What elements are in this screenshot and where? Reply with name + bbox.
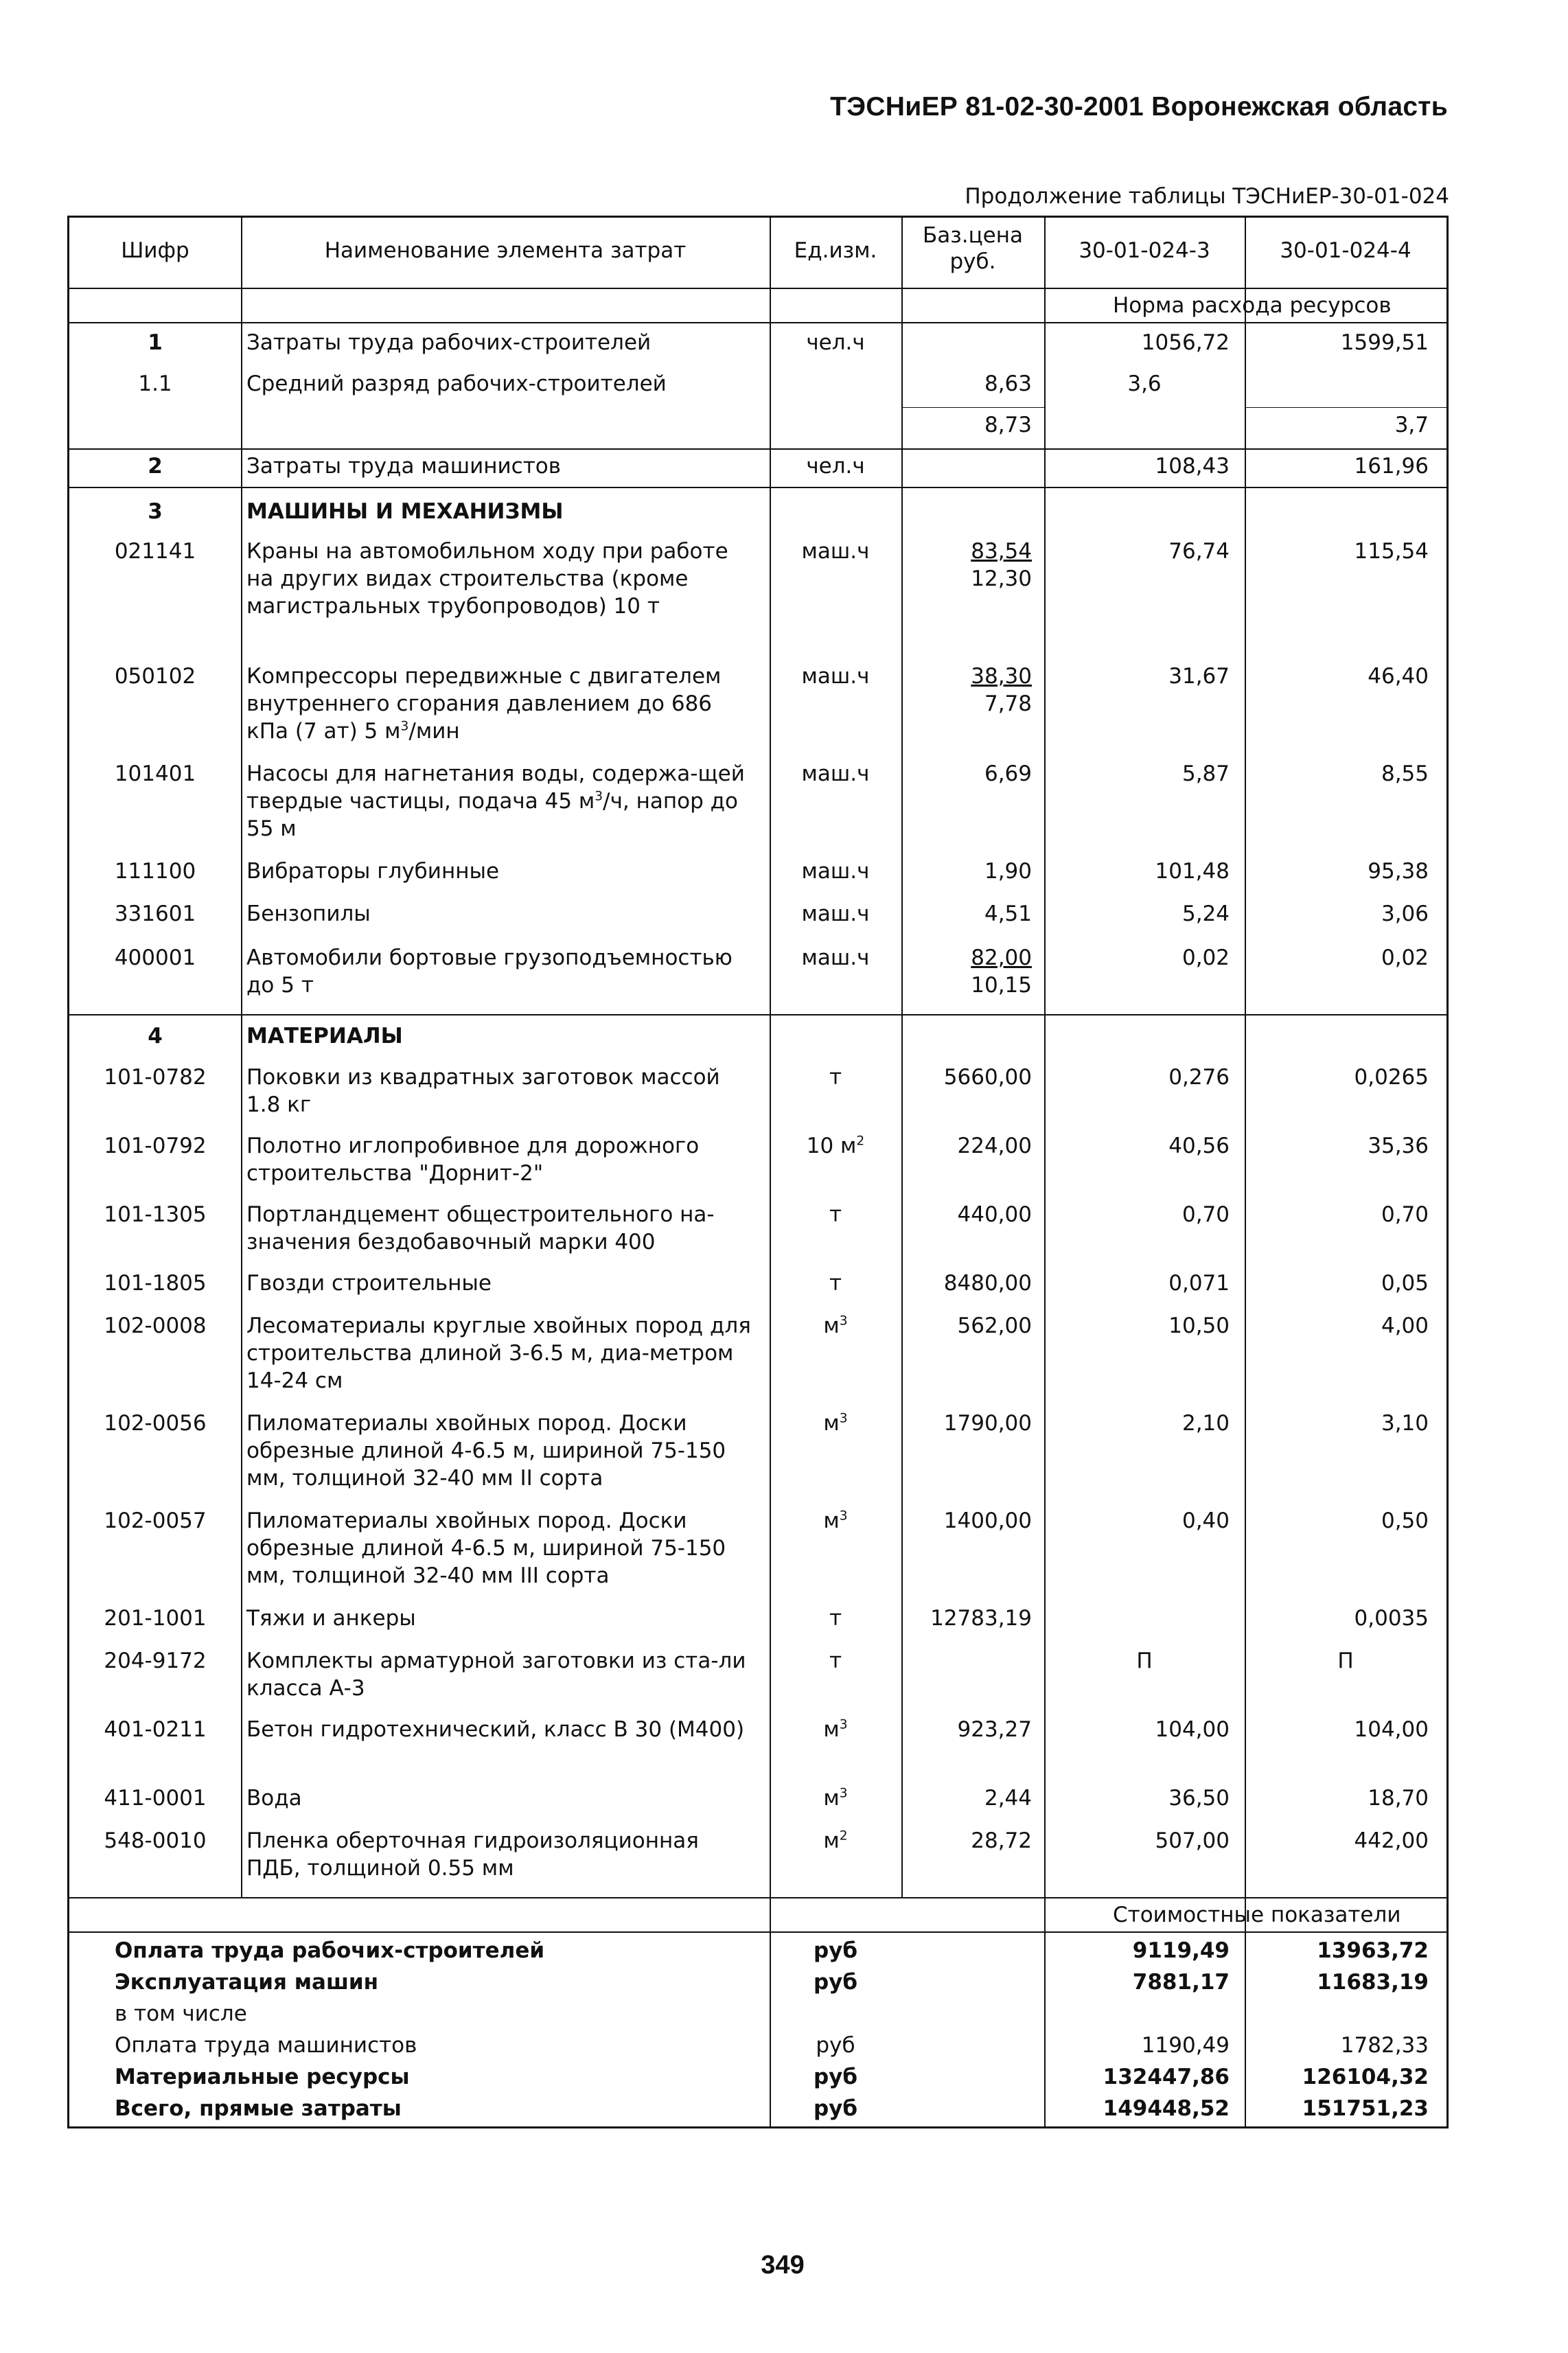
row-value-b: 0,0035 bbox=[1354, 1606, 1429, 1631]
row-code: 1 bbox=[148, 330, 163, 355]
row-value-a: 36,50 bbox=[1168, 1786, 1230, 1811]
row-unit: маш.ч bbox=[801, 539, 870, 564]
unit-text: м bbox=[823, 1411, 840, 1436]
row-value-b: 0,02 bbox=[1381, 945, 1429, 970]
row-unit: маш.ч bbox=[801, 902, 870, 926]
row-unit: т bbox=[829, 1202, 842, 1227]
row-divider bbox=[69, 1897, 1446, 1898]
page-number: 349 bbox=[761, 2251, 805, 2280]
row-value-b: 104,00 bbox=[1354, 1717, 1429, 1742]
row-value-b: 95,38 bbox=[1368, 859, 1429, 884]
column-divider bbox=[241, 218, 242, 1897]
row-price: 12783,19 bbox=[930, 1606, 1032, 1631]
totals-label: Всего, прямые затраты bbox=[115, 2096, 402, 2121]
row-unit: чел.ч bbox=[806, 330, 865, 355]
row-code: 204-9172 bbox=[104, 1649, 207, 1673]
column-divider bbox=[901, 218, 903, 1897]
row-value-a: 0,70 bbox=[1181, 1202, 1230, 1227]
row-price: 28,72 bbox=[971, 1828, 1032, 1853]
row-value-b: 18,70 bbox=[1368, 1786, 1429, 1811]
section-title-costs: Стоимостные показатели bbox=[1113, 1903, 1401, 1927]
resource-table bbox=[67, 216, 1449, 2128]
row-divider bbox=[1245, 407, 1446, 408]
row-code: 400001 bbox=[114, 945, 196, 970]
totals-label: в том числе bbox=[115, 2001, 247, 2026]
row-code: 101-1305 bbox=[104, 1202, 207, 1227]
row-unit: т bbox=[829, 1065, 842, 1090]
row-name: Пленка оберточная гидроизоляционная ПДБ, толщиной 0.55 мм bbox=[246, 1828, 699, 1881]
row-code: 102-0057 bbox=[104, 1508, 207, 1533]
unit-text: м bbox=[823, 1717, 840, 1742]
row-name: Пиломатериалы хвойных пород. Доски обрезные длиной 4-6.5 м, шириной 75-150 мм, толщиной 32-40 мм III сорта bbox=[246, 1508, 726, 1588]
row-price: 1790,00 bbox=[943, 1411, 1032, 1436]
row-divider bbox=[69, 288, 1446, 289]
row-name: Гвозди строительные bbox=[246, 1271, 492, 1296]
row-name: Пиломатериалы хвойных пород. Доски обрезные длиной 4-6.5 м, шириной 75-150 мм, толщиной 32-40 мм II сорта bbox=[246, 1411, 726, 1491]
row-price: 8,63 bbox=[984, 371, 1032, 396]
totals-unit: руб bbox=[813, 1970, 858, 1995]
totals-label: Оплата труда рабочих-строителей bbox=[115, 1938, 545, 1963]
row-value-b: 1599,51 bbox=[1340, 330, 1429, 355]
row-divider bbox=[69, 448, 1446, 450]
unit-superscript: 3 bbox=[839, 1508, 848, 1524]
totals-unit: руб bbox=[816, 2033, 855, 2058]
row-value-b: 442,00 bbox=[1354, 1828, 1429, 1853]
row-unit bbox=[770, 1312, 901, 1340]
unit-text: м bbox=[823, 1508, 840, 1533]
unit-superscript: 3 bbox=[839, 1313, 848, 1329]
row-price: 1400,00 bbox=[943, 1508, 1032, 1533]
row-name: Затраты труда рабочих-строителей bbox=[246, 330, 652, 355]
row-value-a: 0,276 bbox=[1168, 1065, 1230, 1090]
table-caption: Продолжение таблицы ТЭСНиЕР-30-01-024 bbox=[965, 184, 1449, 209]
row-unit: маш.ч bbox=[801, 664, 870, 689]
totals-value-b: 11683,19 bbox=[1317, 1970, 1429, 1995]
totals-unit: руб bbox=[813, 2065, 858, 2089]
row-price: 82,00 bbox=[971, 945, 1032, 970]
row-name-text: Компрессоры передвижные с двигателем внутреннего сгорания давлением до 686 кПа (7 ат) 5 м bbox=[246, 664, 722, 744]
row-unit bbox=[770, 1507, 901, 1535]
section-heading: МАТЕРИАЛЫ bbox=[246, 1024, 403, 1048]
totals-value-b: 151751,23 bbox=[1302, 2096, 1429, 2121]
row-divider bbox=[69, 322, 1446, 323]
row-value-a: 40,56 bbox=[1168, 1134, 1230, 1158]
row-code: 4 bbox=[148, 1024, 163, 1048]
unit-text: м bbox=[823, 1313, 840, 1338]
row-unit: т bbox=[829, 1649, 842, 1673]
totals-value-a: 149448,52 bbox=[1103, 2096, 1230, 2121]
column-header-variant-3: 30-01-024-3 bbox=[1079, 238, 1210, 263]
row-code: 201-1001 bbox=[104, 1606, 207, 1631]
unit-superscript: 3 bbox=[839, 1786, 848, 1801]
row-value-a: 5,87 bbox=[1181, 761, 1230, 786]
row-unit: чел.ч bbox=[806, 454, 865, 479]
row-code: 101-0792 bbox=[104, 1134, 207, 1158]
totals-unit: руб bbox=[813, 2096, 858, 2121]
totals-label: Оплата труда машинистов bbox=[115, 2033, 417, 2058]
document-header: ТЭСНиЕР 81-02-30-2001 Воронежская область bbox=[830, 92, 1448, 122]
row-code: 101-1805 bbox=[104, 1271, 207, 1296]
row-name: Затраты труда машинистов bbox=[246, 454, 562, 479]
column-header-price-unit: руб. bbox=[949, 249, 996, 274]
row-name: Бетон гидротехнический, класс В 30 (М400) bbox=[246, 1717, 745, 1742]
row-divider bbox=[69, 487, 1446, 488]
unit-superscript: 3 bbox=[839, 1411, 848, 1426]
row-code: 101401 bbox=[114, 761, 196, 786]
row-price-wage: 10,15 bbox=[971, 973, 1032, 998]
section-title-norms: Норма расхода ресурсов bbox=[1113, 293, 1392, 318]
row-price-wage: 12,30 bbox=[971, 566, 1032, 591]
row-unit: т bbox=[829, 1271, 842, 1296]
totals-unit: руб bbox=[813, 1938, 858, 1963]
row-code: 021141 bbox=[114, 539, 196, 564]
row-value-a: 108,43 bbox=[1155, 454, 1230, 479]
row-value-b: 8,55 bbox=[1381, 761, 1429, 786]
column-header-variant-4: 30-01-024-4 bbox=[1280, 238, 1411, 263]
row-value-a: 101,48 bbox=[1155, 859, 1230, 884]
row-price-wage: 7,78 bbox=[984, 691, 1032, 716]
row-unit: маш.ч bbox=[801, 761, 870, 786]
row-value-b: 46,40 bbox=[1368, 664, 1429, 689]
row-value-a: П bbox=[1136, 1649, 1153, 1673]
row-unit bbox=[770, 1784, 901, 1812]
row-price: 4,51 bbox=[984, 902, 1032, 926]
row-value-a: 3,6 bbox=[1127, 371, 1162, 396]
unit-superscript: 2 bbox=[856, 1134, 865, 1149]
row-value-a: 104,00 bbox=[1155, 1717, 1230, 1742]
row-value-a: 0,02 bbox=[1181, 945, 1230, 970]
row-value-a: 5,24 bbox=[1181, 902, 1230, 926]
row-price: 1,90 bbox=[984, 859, 1032, 884]
row-divider bbox=[69, 1014, 1446, 1015]
row-name-suffix: /мин bbox=[408, 719, 460, 744]
row-unit bbox=[770, 1410, 901, 1437]
row-code: 111100 bbox=[114, 859, 196, 884]
row-name: Автомобили бортовые грузоподъемностью до 5 т bbox=[246, 945, 733, 998]
totals-value-a: 9119,49 bbox=[1132, 1938, 1230, 1963]
row-price: 562,00 bbox=[957, 1313, 1032, 1338]
row-name: Вода bbox=[246, 1786, 302, 1811]
row-unit: маш.ч bbox=[801, 859, 870, 884]
totals-value-b: 1782,33 bbox=[1340, 2033, 1429, 2058]
unit-text: м bbox=[823, 1828, 840, 1853]
row-value-a: 507,00 bbox=[1155, 1828, 1230, 1853]
row-value-b: 3,10 bbox=[1381, 1411, 1429, 1436]
row-value-b: 0,05 bbox=[1381, 1271, 1429, 1296]
row-name: Вибраторы глубинные bbox=[246, 859, 500, 884]
row-name-suffix: /ч, напор до 55 м bbox=[246, 789, 739, 841]
row-value-a: 31,67 bbox=[1168, 664, 1230, 689]
row-name: Лесоматериалы круглые хвойных пород для строительства длиной 3-6.5 м, диа-метром 14-24 см bbox=[246, 1313, 751, 1393]
row-value-b: П bbox=[1337, 1649, 1354, 1673]
unit-superscript: 2 bbox=[839, 1828, 848, 1844]
column-header-name: Наименование элемента затрат bbox=[324, 238, 687, 263]
row-value-b: 3,7 bbox=[1394, 413, 1429, 437]
row-divider bbox=[901, 407, 1044, 408]
unit-superscript: 3 bbox=[839, 1717, 848, 1732]
row-unit bbox=[770, 1716, 901, 1743]
row-price: 6,69 bbox=[984, 761, 1032, 786]
row-code: 331601 bbox=[114, 902, 196, 926]
row-name: Тяжи и анкеры bbox=[246, 1606, 416, 1631]
totals-value-b: 13963,72 bbox=[1317, 1938, 1429, 1963]
row-divider bbox=[69, 1931, 1446, 1933]
row-code: 548-0010 bbox=[104, 1828, 207, 1853]
row-price: 224,00 bbox=[957, 1134, 1032, 1158]
row-name: Поковки из квадратных заготовок массой 1.8 кг bbox=[246, 1065, 720, 1117]
row-price: 8480,00 bbox=[943, 1271, 1032, 1296]
row-name-text: Насосы для нагнетания воды, содержа-щей твердые частицы, подача 45 м bbox=[246, 761, 745, 814]
row-value-b: 0,50 bbox=[1381, 1508, 1429, 1533]
row-code: 411-0001 bbox=[104, 1786, 207, 1811]
row-unit: маш.ч bbox=[801, 945, 870, 970]
row-name: Полотно иглопробивное для дорожного строительства "Дорнит-2" bbox=[246, 1134, 700, 1186]
row-value-a: 10,50 bbox=[1168, 1313, 1230, 1338]
column-header-unit: Ед.изм. bbox=[794, 238, 877, 263]
row-value-a: 1056,72 bbox=[1141, 330, 1230, 355]
row-price: 2,44 bbox=[984, 1786, 1032, 1811]
totals-value-a: 7881,17 bbox=[1132, 1970, 1230, 1995]
row-name: Комплекты арматурной заготовки из ста-ли класса А-3 bbox=[246, 1649, 746, 1701]
unit-superscript: 3 bbox=[400, 719, 409, 734]
row-price: 923,27 bbox=[957, 1717, 1032, 1742]
section-heading: МАШИНЫ И МЕХАНИЗМЫ bbox=[246, 499, 564, 524]
row-name: Бензопилы bbox=[246, 902, 371, 926]
unit-text: м bbox=[823, 1786, 840, 1811]
totals-value-b: 126104,32 bbox=[1302, 2065, 1429, 2089]
row-code: 101-0782 bbox=[104, 1065, 207, 1090]
row-code: 2 bbox=[148, 454, 163, 479]
totals-label: Эксплуатация машин bbox=[115, 1970, 379, 1995]
row-value-b: 3,06 bbox=[1381, 902, 1429, 926]
row-name: Портландцемент общестроительного на-значения бездобавочный марки 400 bbox=[246, 1202, 715, 1254]
row-value-b: 0,0265 bbox=[1354, 1065, 1429, 1090]
row-code: 401-0211 bbox=[104, 1717, 207, 1742]
row-value-a: 2,10 bbox=[1181, 1411, 1230, 1436]
row-value-b: 35,36 bbox=[1368, 1134, 1429, 1158]
row-price: 83,54 bbox=[971, 539, 1032, 564]
row-name bbox=[246, 663, 754, 745]
row-value-b: 115,54 bbox=[1354, 539, 1429, 564]
row-value-a: 76,74 bbox=[1168, 539, 1230, 564]
row-code: 050102 bbox=[114, 664, 196, 689]
row-value-a: 0,071 bbox=[1168, 1271, 1230, 1296]
row-value-a: 0,40 bbox=[1181, 1508, 1230, 1533]
row-name: Краны на автомобильном ходу при работе на других видах строительства (кроме магистральных трубопроводов) 10 т bbox=[246, 539, 728, 619]
row-unit: т bbox=[829, 1606, 842, 1631]
unit-superscript: 3 bbox=[595, 789, 603, 804]
row-price: 440,00 bbox=[957, 1202, 1032, 1227]
row-code: 102-0056 bbox=[104, 1411, 207, 1436]
row-code: 1.1 bbox=[138, 371, 172, 396]
row-unit bbox=[770, 1827, 901, 1855]
row-price-alt: 8,73 bbox=[984, 413, 1032, 437]
row-value-b: 4,00 bbox=[1381, 1313, 1429, 1338]
row-name: Средний разряд рабочих-строителей bbox=[246, 371, 667, 396]
row-code: 3 bbox=[148, 499, 163, 524]
row-code: 102-0008 bbox=[104, 1313, 207, 1338]
totals-value-a: 132447,86 bbox=[1103, 2065, 1230, 2089]
row-value-b: 0,70 bbox=[1381, 1202, 1429, 1227]
row-price: 5660,00 bbox=[943, 1065, 1032, 1090]
column-header-code: Шифр bbox=[121, 238, 189, 263]
totals-value-a: 1190,49 bbox=[1141, 2033, 1230, 2058]
row-value-b: 161,96 bbox=[1354, 454, 1429, 479]
totals-label: Материальные ресурсы bbox=[115, 2065, 410, 2089]
row-price: 38,30 bbox=[971, 664, 1032, 689]
unit-text: 10 м bbox=[806, 1134, 857, 1158]
row-name bbox=[246, 760, 754, 842]
row-unit bbox=[770, 1132, 901, 1160]
column-header-price: Баз.цена bbox=[922, 223, 1024, 248]
